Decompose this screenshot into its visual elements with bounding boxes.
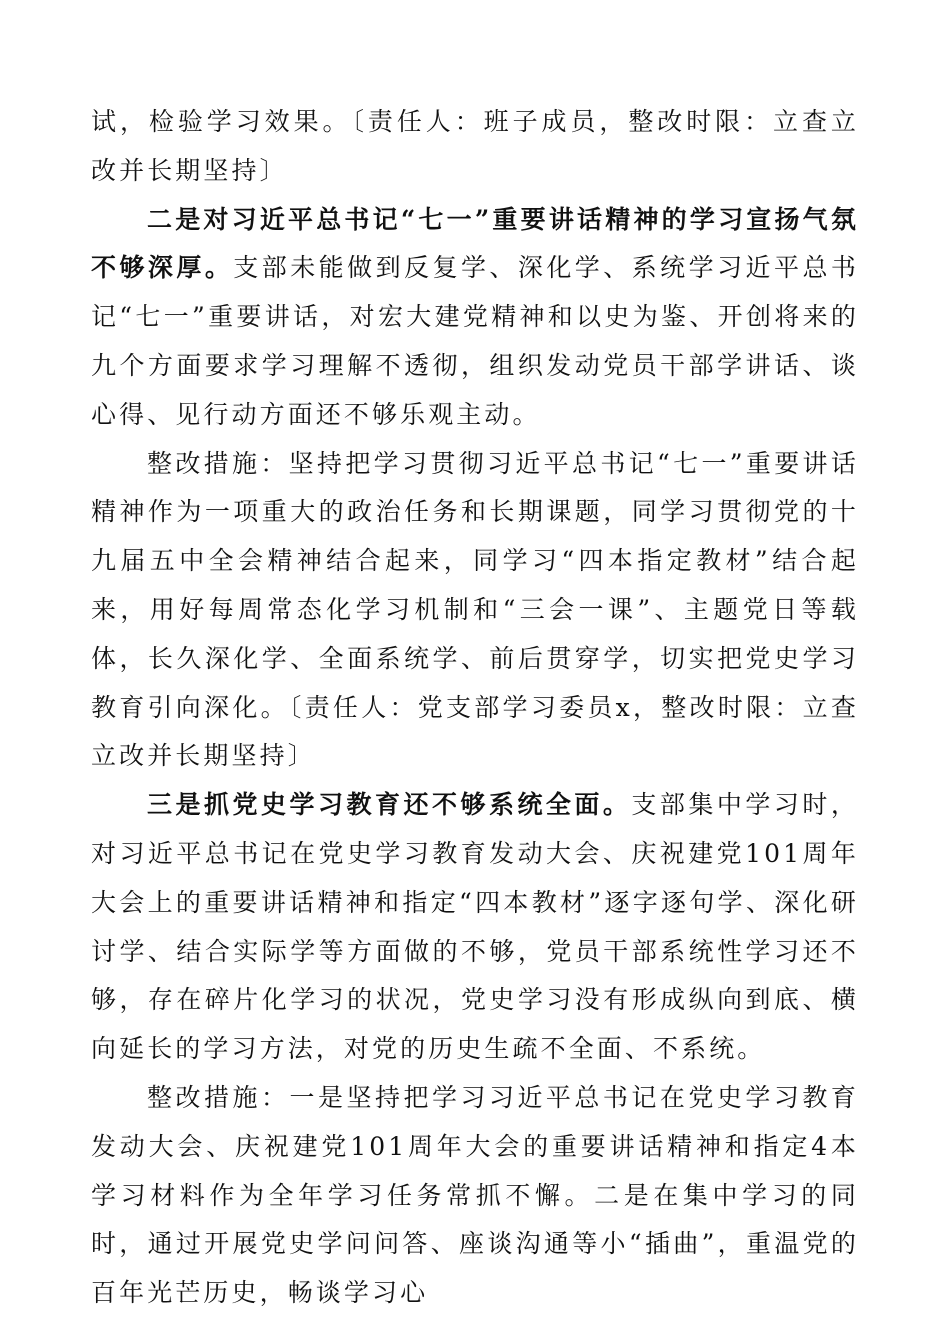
- paragraph-5-text: 整改措施：一是坚持把学习习近平总书记在党史学习教育发动大会、庆祝建党101周年大会的重要讲话精神和指定4本学习材料作为全年学习任务常抓不懈。二是在集中学习的同时，通过开展党史学问问答、座谈沟通等小“插曲”，重温党的百年光芒历史，畅谈学习心: [91, 1082, 859, 1308]
- paragraph-4: [91, 781, 859, 1074]
- paragraph-5: [91, 1074, 859, 1318]
- paragraph-3: [91, 440, 859, 782]
- document-page: [91, 98, 859, 1318]
- paragraph-1: [91, 98, 859, 196]
- paragraph-1-text: 试，检验学习效果。〔责任人：班子成员，整改时限：立查立改并长期坚持〕: [91, 107, 859, 185]
- paragraph-4-text: 支部集中学习时，对习近平总书记在党史学习教育发动大会、庆祝建党101周年大会上的重要讲话精神和指定“四本教材”逐字逐句学、深化研讨学、结合实际学等方面做的不够，党员干部系统性学习还不够，存在碎片化学习的状况，党史学习没有形成纵向到底、横向延长的学习方法，对党的历史生疏不全面、不系统。: [91, 790, 859, 1064]
- paragraph-2: [91, 196, 859, 440]
- paragraph-2-heading: 二是对习近平总书记“七一”重要讲话精神的学习宣扬气氛不够深厚。: [91, 204, 859, 283]
- paragraph-2-text: 支部未能做到反复学、深化学、系统学习近平总书记“七一”重要讲话，对宏大建党精神和以史为鉴、开创将来的九个方面要求学习理解不透彻，组织发动党员干部学讲话、谈心得、见行动方面还不够乐观主动。: [91, 253, 859, 429]
- paragraph-4-heading: 三是抓党史学习教育还不够系统全面。: [147, 790, 632, 820]
- paragraph-3-text: 整改措施：坚持把学习贯彻习近平总书记“七一”重要讲话精神作为一项重大的政治任务和长期课题，同学习贯彻党的十九届五中全会精神结合起来，同学习“四本指定教材”结合起来，用好每周常态化学习机制和“三会一课”、主题党日等载体，长久深化学、全面系统学、前后贯穿学，切实把党史学习教育引向深化。〔责任人：党支部学习委员x，整改时限：立查立改并长期坚持〕: [91, 448, 859, 771]
